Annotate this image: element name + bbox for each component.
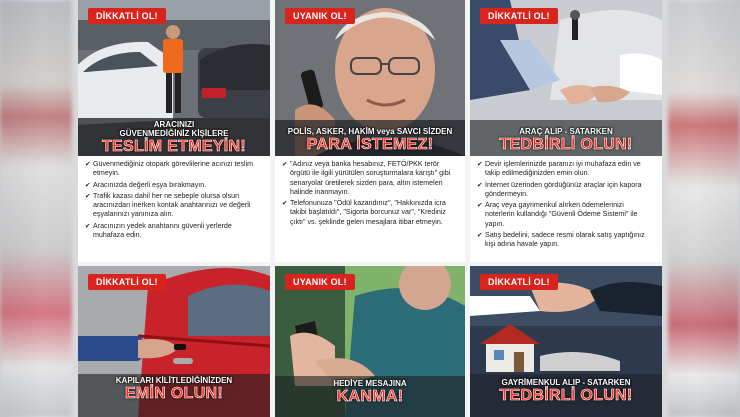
card-title (78, 120, 270, 156)
card-title (470, 378, 662, 405)
title-line-1: ARACINIZI (153, 120, 195, 129)
tip-item: ✔ Güvenmediğiniz otopark görevlilerine acınızı teslim etmeyin. (85, 160, 263, 179)
card-real-estate-trade (470, 266, 662, 417)
tips-list (470, 160, 662, 252)
background-blur-right (668, 0, 740, 417)
card-vehicle-handover (78, 0, 270, 262)
poster-panel (78, 0, 662, 417)
card-gift-message (275, 266, 465, 417)
tip-item: ✔ Aracınızın yedek anahtarını güvenli yerlerde muhafaza edin. (85, 222, 263, 241)
tag-dikkatli-ol: DİKKATLİ OL! (480, 274, 558, 290)
card-title (470, 127, 662, 154)
background-blur-left (0, 0, 72, 417)
title-headline: PARA İSTEMEZ! (306, 136, 434, 153)
tag-dikkatli-ol: DİKKATLİ OL! (88, 274, 166, 290)
title-line-1: HEDİYE MESAJINA (333, 379, 407, 388)
card-vehicle-trade (470, 0, 662, 262)
tip-item: ✔ İnternet üzerinden gördüğünüz araçlar için kapora göndermeyin. (477, 181, 655, 200)
tip-item: ✔ Devir işlemlerinizde paranızı iyi muhafaza edin ve takip edilmediğinizden emin olun. (477, 160, 655, 179)
tip-item: ✔ Aracınızda değerli eşya bırakmayın. (85, 181, 263, 190)
card-lock-doors (78, 266, 270, 417)
tip-item: ✔ Araç veya gayrimenkul alırken ödemelerinizi noterlerin kullandığı "Güvenli Ödeme Sistemi" ile yapın. (477, 201, 655, 229)
title-headline: TEDBİRLİ OLUN! (499, 387, 633, 404)
title-headline: KANMA! (336, 388, 404, 405)
tip-item: ✔ "Adınız veya banka hesabınız, FETÖ/PKK terör örgütü ile ilgili yürütülen soruşturmalara karıştı" gibi senaryolar üretilerek sizden para, altın istemeleri halinde inanmayın. (282, 160, 458, 197)
tip-item: ✔ Trafik kazası dahil her ne sebeple olursa olsun aracınızdan inerken kontak anahtarınızı ve değerli eşyalarınızı yanınıza alın. (85, 192, 263, 220)
card-title (275, 379, 465, 406)
title-headline: TEDBİRLİ OLUN! (499, 136, 633, 153)
title-line-1: ARAÇ ALIP - SATARKEN (519, 127, 613, 136)
title-line-2: GÜVENMEDİĞİNİZ KİŞİLERE (119, 129, 229, 138)
title-line-1: GAYRİMENKUL ALIP - SATARKEN (501, 378, 631, 387)
card-title (78, 376, 270, 403)
tips-list (275, 160, 465, 229)
tag-uyanik-ol: UYANIK OL! (285, 8, 355, 24)
title-headline: EMİN OLUN! (124, 385, 224, 402)
title-line-1: KAPILARI KİLİTLEDİĞİNİZDEN (115, 376, 233, 385)
tag-dikkatli-ol: DİKKATLİ OL! (480, 8, 558, 24)
tip-item: ✔ Satış bedelini, sadece resmi olarak satış yaptığınız kişi adına havale yapın. (477, 231, 655, 250)
tag-uyanik-ol: UYANIK OL! (285, 274, 355, 290)
title-line-1: POLİS, ASKER, HAKİM veya SAVCI SİZDEN (287, 127, 453, 136)
card-money-request (275, 0, 465, 262)
tag-dikkatli-ol: DİKKATLİ OL! (88, 8, 166, 24)
tip-item: ✔ Telefonunuza "Ödül kazandınız", "Hakkınızda icra takibi başlatıldı", "Sigorta borcunuz var", "Krediniz çıktı" vs. şeklinde gelen mesajlara itibar etmeyin. (282, 199, 458, 227)
title-headline: TESLİM ETMEYİN! (101, 138, 247, 155)
tips-list (78, 160, 270, 242)
card-title (275, 127, 465, 154)
